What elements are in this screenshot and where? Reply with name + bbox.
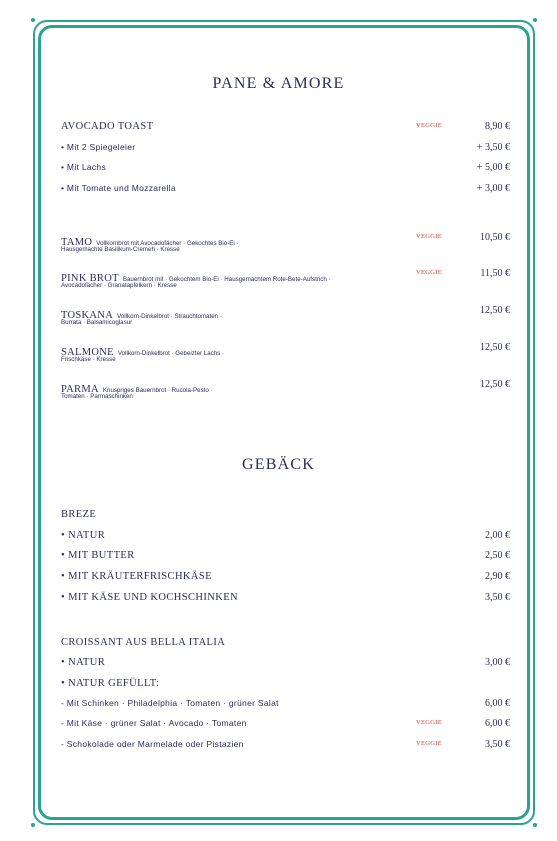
item-price: 6,00 €	[485, 698, 510, 709]
item-price: 6,00 €	[485, 718, 510, 729]
item-price: 8,90 €	[485, 121, 510, 132]
category-title: BREZE	[61, 509, 97, 520]
croissant-gefuellt-heading	[61, 678, 510, 694]
item-description: Vollkorn-Dinkelbrot · Gebeizter Lachs ·	[117, 350, 225, 357]
menu-item-pink-brot	[61, 268, 510, 292]
extra-option	[61, 162, 510, 178]
extra-label: • Mit Tomate und Mozzarella	[61, 183, 176, 193]
item-price: 12,50 €	[480, 305, 510, 316]
item-name: • MIT KÄSE UND KOCHSCHINKEN	[61, 592, 239, 603]
item-description-line2: Hausgemachte Basilikum-Cremeh · Kresse	[61, 246, 180, 253]
filling-label: - Mit Schinken · Philadelphia · Tomaten · grüner Salat	[61, 698, 279, 708]
item-price: 2,00 €	[485, 530, 510, 541]
breze-item	[61, 550, 510, 566]
item-name: PARMA	[61, 384, 99, 395]
breze-item	[61, 571, 510, 587]
filling-label: - Schokolade oder Marmelade oder Pistazien	[61, 739, 244, 749]
item-name: • NATUR	[61, 530, 106, 541]
item-name: SALMONE	[61, 347, 114, 358]
menu-item-toskana	[61, 305, 510, 329]
item-price: 11,50 €	[480, 268, 510, 279]
item-price: 2,50 €	[485, 550, 510, 561]
item-price: 10,50 €	[480, 232, 510, 243]
frame-corner-dot	[533, 18, 537, 22]
frame-corner-dot	[31, 18, 35, 22]
croissant-filling	[61, 698, 510, 714]
item-price: 3,00 €	[485, 657, 510, 668]
extra-option	[61, 142, 510, 158]
menu-item-tamo	[61, 232, 510, 256]
breze-item	[61, 592, 510, 608]
veggie-tag: VEGGIE	[416, 233, 442, 240]
veggie-tag: VEGGIE	[416, 269, 442, 276]
extra-price: + 5,00 €	[476, 162, 510, 173]
croissant-item-natur	[61, 657, 510, 673]
item-name: • NATUR GEFÜLLT:	[61, 678, 160, 689]
item-price: 3,50 €	[485, 739, 510, 750]
filling-label: - Mit Käse · grüner Salat · Avocado · Tomaten	[61, 718, 247, 728]
item-name: TAMO	[61, 237, 93, 248]
menu-item-salmone	[61, 342, 510, 366]
extra-price: + 3,50 €	[476, 142, 510, 153]
item-name: TOSKANA	[61, 310, 114, 321]
item-name: • MIT KRÄUTERFRISCHKÄSE	[61, 571, 212, 582]
item-name: AVOCADO TOAST	[61, 121, 154, 132]
item-price: 12,50 €	[480, 342, 510, 353]
item-description-line2: Tomaten · Parmaschinken	[61, 393, 133, 400]
item-price: 2,90 €	[485, 571, 510, 582]
breze-item	[61, 530, 510, 546]
item-name: • NATUR	[61, 657, 106, 668]
category-title: CROISSANT AUS BELLA ITALIA	[61, 637, 226, 648]
category-title-croissant	[61, 637, 510, 653]
item-description: Bauernbrot mit · Gekochtem Bio-Ei · Hausgemachtem Rote-Bete-Aufstrich ·	[122, 276, 331, 283]
veggie-tag: VEGGIE	[416, 740, 442, 747]
frame-corner-dot	[31, 823, 35, 827]
item-description: Vollkorn-Dinkelbrot · Strauchtomaten ·	[117, 313, 222, 320]
section-title-gebaeck: GEBÄCK	[242, 456, 315, 473]
item-description: Knuspriges Bauernbrot · Rucola-Pesto ·	[102, 387, 213, 394]
menu-item-parma	[61, 379, 510, 403]
item-price: 3,50 €	[485, 592, 510, 603]
item-description-line2: Avocadofächer · Granatapfelkern · Kresse	[61, 282, 177, 289]
item-description-line2: Frischkäse · Kresse	[61, 356, 116, 363]
veggie-tag: VEGGIE	[416, 122, 442, 129]
item-name: PINK BROT	[61, 273, 119, 284]
item-description-line2: Burrata · Balsamicoglasur	[61, 319, 133, 326]
category-title-breze	[61, 509, 510, 525]
frame-corner-dot	[533, 823, 537, 827]
extra-label: • Mit 2 Spiegeleier	[61, 142, 136, 152]
item-name: • MIT BUTTER	[61, 550, 135, 561]
menu-item-avocado-toast	[61, 121, 510, 137]
extra-price: + 3,00 €	[476, 183, 510, 194]
item-price: 12,50 €	[480, 379, 510, 390]
item-description: Vollkornbrot mit Avocadofächer · Gekochtes Bio-Ei ·	[96, 240, 239, 247]
section-title-pane-amore: PANE & AMORE	[212, 75, 345, 92]
croissant-filling	[61, 718, 510, 734]
veggie-tag: VEGGIE	[416, 719, 442, 726]
croissant-filling	[61, 739, 510, 755]
extra-option	[61, 183, 510, 199]
extra-label: • Mit Lachs	[61, 162, 107, 172]
